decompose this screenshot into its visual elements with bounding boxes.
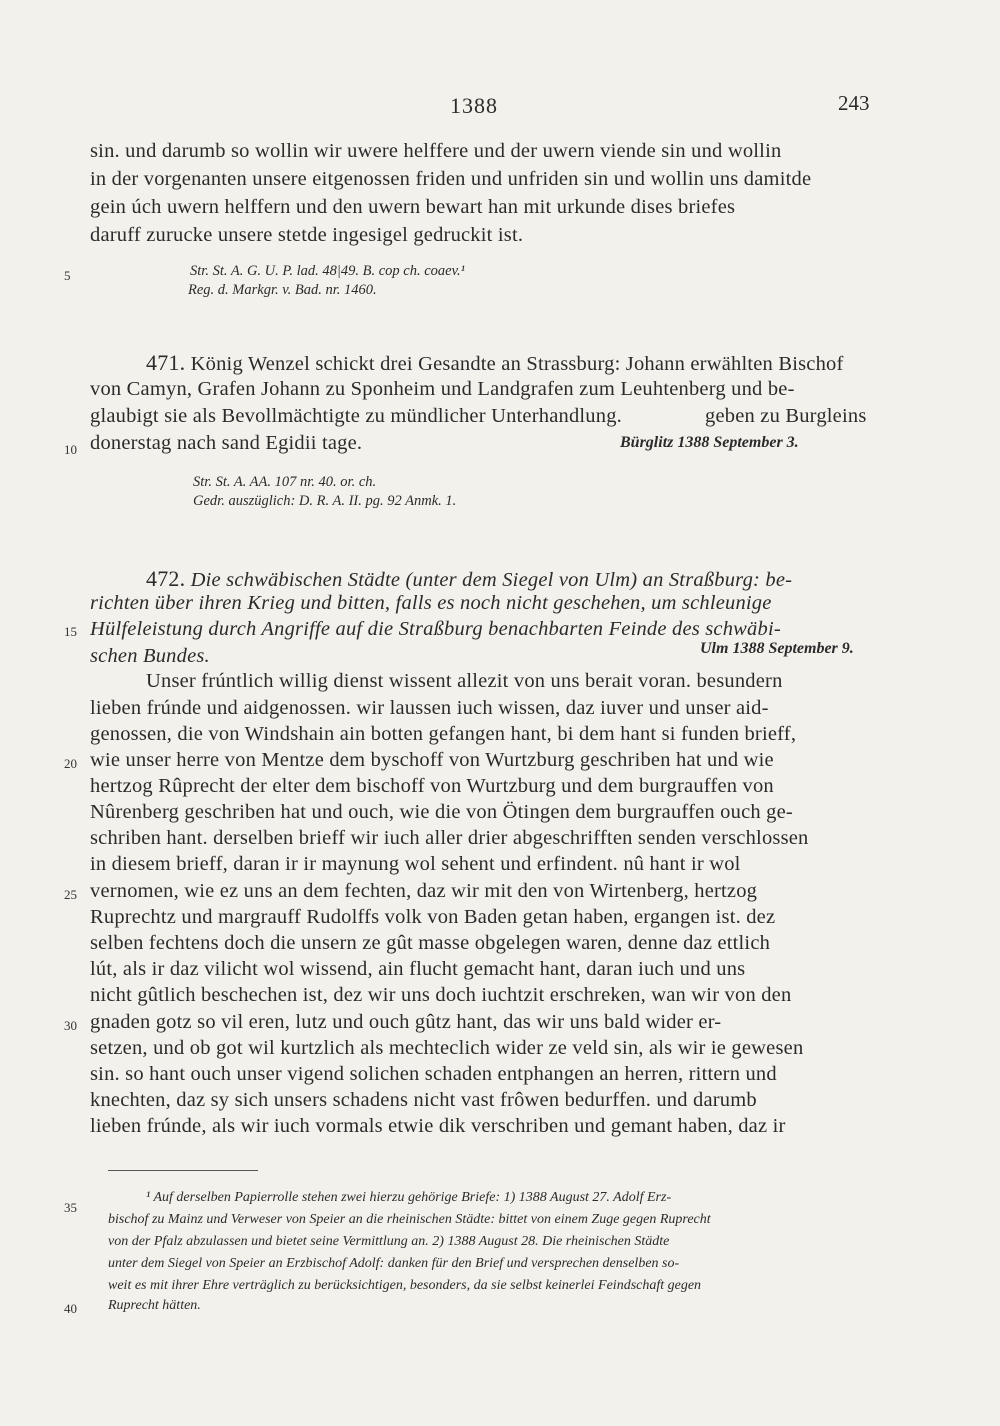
text-line: sin. und darumb so wollin wir uwere helffere und der uwern viende sin und wollin <box>90 140 782 162</box>
text-line: lieben frúnde und aidgenossen. wir laussen iuch wissen, daz iuver und unser aid- <box>90 697 769 719</box>
text-line: daruff zurucke unsere stetde ingesigel gedruckit ist. <box>90 224 524 246</box>
text-line: von Camyn, Grafen Johann zu Sponheim und Landgrafen zum Leuhtenberg und be- <box>90 378 795 400</box>
footnote-line: weit es mit ihrer Ehre verträglich zu berücksichtigen, besonders, da sie selbst keinerlei Feindschaft gegen <box>108 1278 702 1293</box>
document-summary: Die schwäbischen Städte (unter dem Siegel von Ulm) an Straßburg: be- <box>190 569 793 591</box>
source-reference: Gedr. auszüglich: D. R. A. II. pg. 92 Anmk. 1. <box>193 493 457 509</box>
line-number: 25 <box>64 887 77 902</box>
line-number: 30 <box>64 1018 77 1033</box>
text-line: nicht gûtlich beschechen ist, dez wir uns doch iuchtzit erschreken, wan wir von den <box>90 984 792 1006</box>
dating-text: geben zu Burgleins <box>705 405 867 427</box>
place-date: Bürglitz 1388 September 3. <box>620 434 799 451</box>
footnote-line: ¹ Auf derselben Papierrolle stehen zwei hierzu gehörige Briefe: 1) 1388 August 27. Adolf Erz- <box>146 1190 672 1205</box>
source-reference: Str. St. A. AA. 107 nr. 40. or. ch. <box>193 474 377 490</box>
source-reference: Str. St. A. G. U. P. lad. 48|49. B. cop ch. coaev.¹ <box>190 263 465 279</box>
source-reference: Reg. d. Markgr. v. Bad. nr. 1460. <box>188 282 377 298</box>
text-line: lieben frúnde, als wir iuch vormals etwie dik verschriben und gemant haben, daz ir <box>90 1115 786 1137</box>
page-number: 243 <box>838 91 870 115</box>
text-line: vernomen, wie ez uns an dem fechten, daz wir mit den von Wirtenberg, hertzog <box>90 880 758 902</box>
footnote-line: von der Pfalz abzulassen und bietet seine Vermittlung an. 2) 1388 August 28. Die rheinischen Städte <box>108 1234 670 1249</box>
line-number: 5 <box>64 268 71 283</box>
text-line: in diesem brieff, daran ir ir maynung wol sehent und erfindent. nû hant ir wol <box>90 853 741 875</box>
document-summary: König Wenzel schickt drei Gesandte an Strassburg: Johann erwählten Bischof <box>190 353 844 375</box>
text-line: gein úch uwern helffern und den uwern bewart han mit urkunde dises briefes <box>90 196 736 218</box>
text-line: Nûrenberg geschriben hat und ouch, wie die von Ötingen dem burgrauffen ouch ge- <box>90 801 793 823</box>
text-line: hertzog Rûprecht der elter dem bischoff von Wurtzburg und dem burgrauffen von <box>90 775 774 797</box>
line-number: 40 <box>64 1301 77 1316</box>
text-line: genossen, die von Windshain ain botten gefangen hant, bi dem hant si funden brieff, <box>90 723 797 745</box>
footnote-line: bischof zu Mainz und Verweser von Speier an die rheinischen Städte: bittet von einem Zuge gegen Ruprecht <box>108 1212 711 1227</box>
text-line: donerstag nach sand Egidii tage. <box>90 432 363 454</box>
text-line: Unser frúntlich willig dienst wissent allezit von uns berait voran. besundern <box>146 670 783 692</box>
text-line: selben fechtens doch die unsern ze gût masse obgelegen waren, denne daz ettlich <box>90 932 771 954</box>
text-line: knechten, daz sy sich unsers schadens nicht vast frôwen bedurffen. und darumb <box>90 1089 757 1111</box>
place-date: Ulm 1388 September 9. <box>700 640 854 657</box>
summary-line: schen Bundes. <box>90 645 210 667</box>
document-number: 471. <box>146 350 186 375</box>
line-number: 35 <box>64 1200 77 1215</box>
text-line: setzen, und ob got wil kurtzlich als mechteclich wider ze veld sin, als wir ie gewesen <box>90 1037 804 1059</box>
document-471-first-line <box>146 350 844 376</box>
text-line: lút, als ir daz vilicht wol wissend, ain flucht gemacht hant, daran iuch und uns <box>90 958 746 980</box>
line-number: 15 <box>64 624 77 639</box>
summary-line: richten über ihren Krieg und bitten, falls es noch nicht geschehen, um schleunige <box>90 592 772 614</box>
text-line: gnaden gotz so vil eren, lutz und ouch gûtz hant, das wir uns bald wider er- <box>90 1011 722 1033</box>
document-number: 472. <box>146 566 186 591</box>
line-number: 10 <box>64 442 77 457</box>
text-line: glaubigt sie als Bevollmächtigte zu mündlicher Unterhandlung. <box>90 405 622 427</box>
footnote-line: unter dem Siegel von Speier an Erzbischof Adolf: danken für den Brief und versprechen denselben so- <box>108 1256 680 1271</box>
footnote-line: Ruprecht hätten. <box>108 1298 201 1313</box>
footnote-divider <box>108 1170 258 1171</box>
summary-line: Hülfeleistung durch Angriffe auf die Straßburg benachbarten Feinde des schwäbi- <box>90 618 781 640</box>
text-line: in der vorgenanten unsere eitgenossen friden und unfriden sin und wollin uns damitde <box>90 168 812 190</box>
document-472-first-line <box>146 566 792 592</box>
text-line: wie unser herre von Mentze dem byschoff von Wurtzburg geschriben hat und wie <box>90 749 774 771</box>
text-line: Ruprechtz und margrauff Rudolffs volk von Baden getan haben, ergangen ist. dez <box>90 906 776 928</box>
text-line: schriben hant. derselben brieff wir iuch aller drier abgeschrifften senden verschlossen <box>90 827 809 849</box>
running-header-year: 1388 <box>450 93 498 118</box>
line-number: 20 <box>64 756 77 771</box>
text-line: sin. so hant ouch unser vigend solichen schaden entphangen an herren, rittern und <box>90 1063 777 1085</box>
